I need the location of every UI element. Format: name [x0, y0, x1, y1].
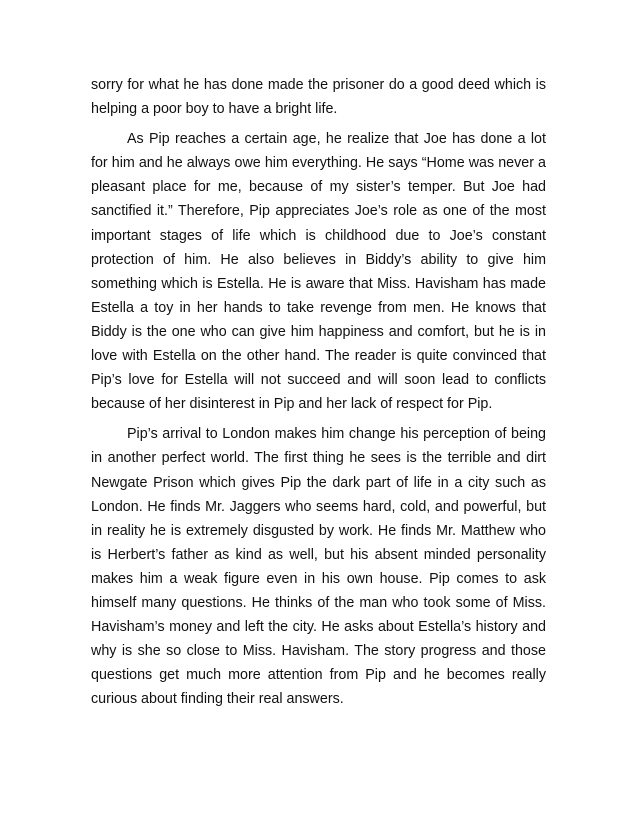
paragraph-1: sorry for what he has done made the prisoner do a good deed which is helping a poor boy to have a bright life.	[91, 77, 546, 118]
paragraph-3: Pip’s arrival to London makes him change his perception of being in another perfect world. The first thing he sees is the terrible and dirt Newgate Prison which gives Pip the dark part of life in a city such as London. He finds Mr. Jaggers who seems hard, cold, and powerful, but in reality he is extremely disgusted by work. He finds Mr. Matthew who is Herbert’s father as kind as well, but his absent minded personality makes him a weak figure even in his own house. Pip comes to ask himself many questions. He thinks of the man who took some of Miss. Havisham’s money and left the city. He asks about Estella’s history and why is she so close to Miss. Havisham. The story progress and those questions get much more attention from Pip and he becomes really curious about finding their real answers.	[91, 426, 546, 708]
document-body	[91, 73, 546, 717]
paragraph-2: As Pip reaches a certain age, he realize that Joe has done a lot for him and he always owe him everything. He says “Home was never a pleasant place for me, because of my sister’s temper. But Joe had sanctified it.” Therefore, Pip appreciates Joe’s role as one of the most important stages of life which is childhood due to Joe’s constant protection of him. He also believes in Biddy’s ability to give him something which is Estella. He is aware that Miss. Havisham has made Estella a toy in her hands to take revenge from men. He knows that Biddy is the one who can give him happiness and comfort, but he is in love with Estella on the other hand. The reader is quite convinced that Pip’s love for Estella will not succeed and will soon lead to conflicts because of her disinterest in Pip and her lack of respect for Pip.	[91, 131, 546, 413]
